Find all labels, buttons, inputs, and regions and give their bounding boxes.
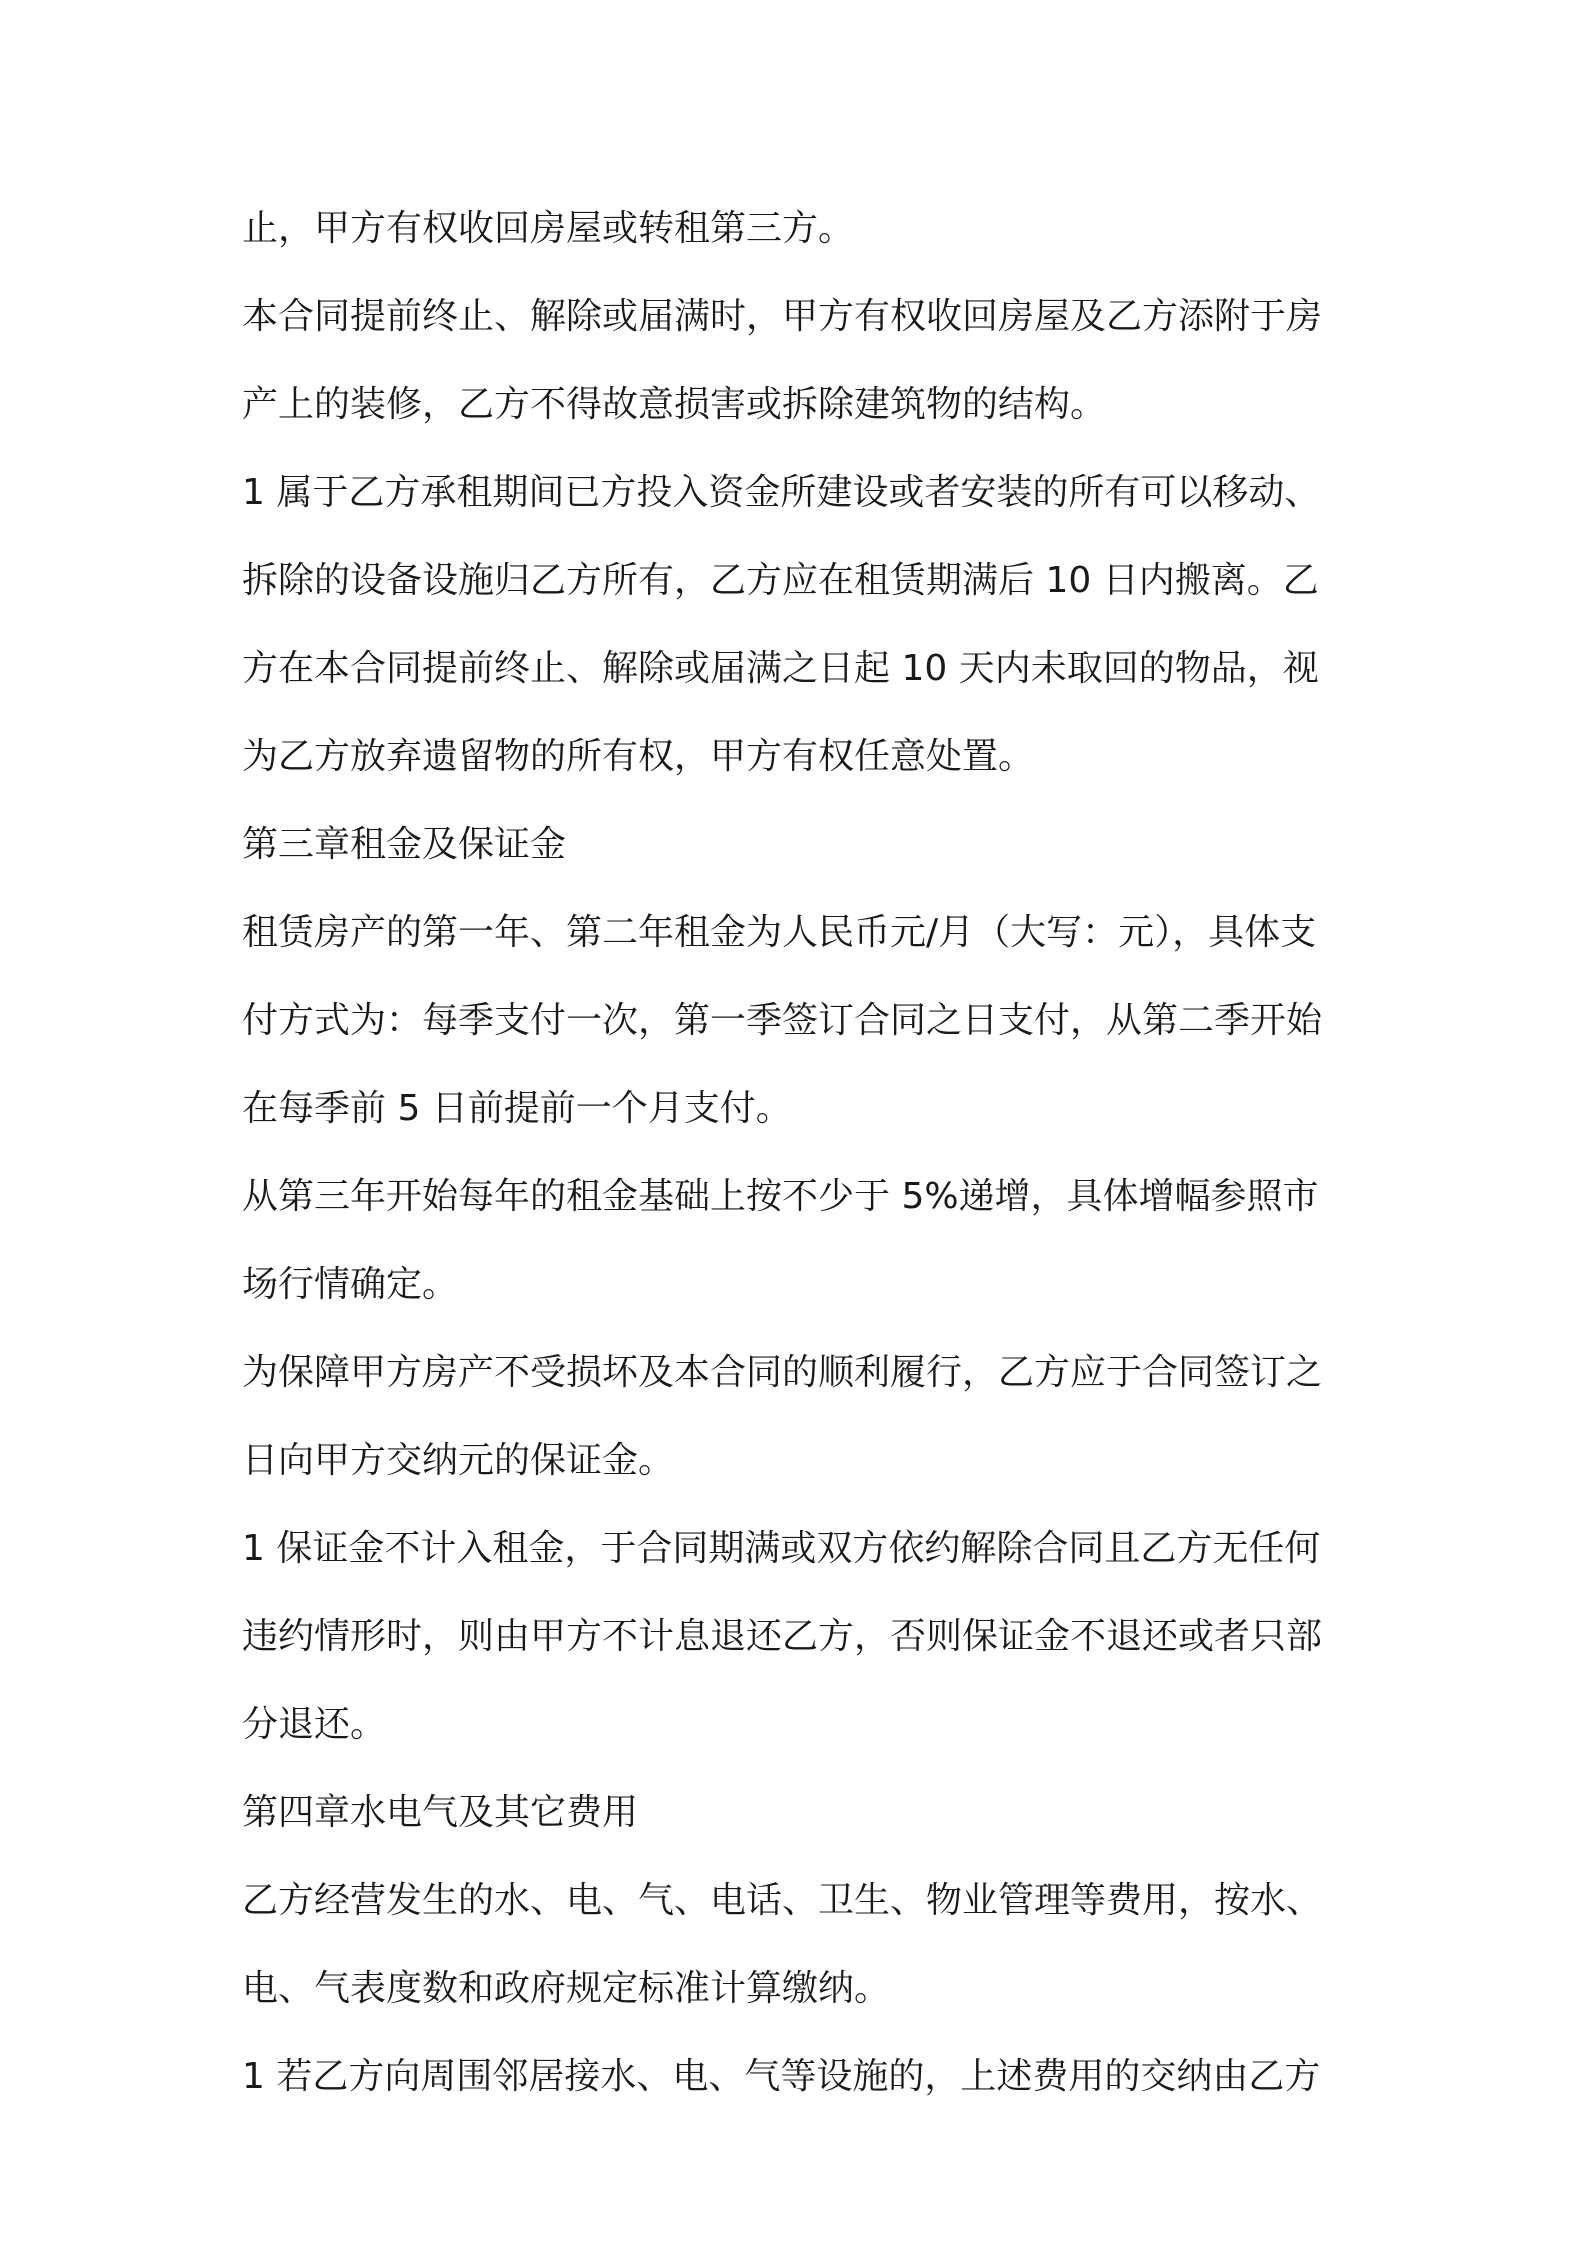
text-line: 1 保证金不计入租金，于合同期满或双方依约解除合同且乙方无任何 — [242, 1528, 1321, 1569]
text-line: 租赁房产的第一年、第二年租金为人民币元/月（大写：元），具体支 — [242, 912, 1317, 953]
text-line: 场行情确定。 — [242, 1264, 459, 1305]
text-line: 为乙方放弃遗留物的所有权，甲方有权任意处置。 — [242, 736, 1035, 777]
text-line: 方在本合同提前终止、解除或届满之日起 10 天内未取回的物品，视 — [242, 648, 1319, 689]
chapter-heading: 第四章水电气及其它费用 — [242, 1792, 639, 1833]
text-line: 分退还。 — [242, 1704, 387, 1745]
text-line: 产上的装修，乙方不得故意损害或拆除建筑物的结构。 — [242, 384, 1107, 425]
text-line: 1 属于乙方承租期间已方投入资金所建设或者安装的所有可以移动、 — [242, 472, 1321, 513]
text-line: 日向甲方交纳元的保证金。 — [242, 1440, 675, 1481]
text-line: 止，甲方有权收回房屋或转租第三方。 — [242, 208, 855, 249]
text-line: 付方式为：每季支付一次，第一季签订合同之日支付，从第二季开始 — [242, 1000, 1323, 1041]
chapter-heading: 第三章租金及保证金 — [242, 824, 567, 865]
text-line: 从第三年开始每年的租金基础上按不少于 5%递增，具体增幅参照市 — [242, 1176, 1319, 1217]
document-body — [242, 200, 1362, 2136]
text-line: 本合同提前终止、解除或届满时，甲方有权收回房屋及乙方添附于房 — [242, 296, 1323, 337]
text-line: 违约情形时，则由甲方不计息退还乙方，否则保证金不退还或者只部 — [242, 1616, 1323, 1657]
text-line: 在每季前 5 日前提前一个月支付。 — [242, 1088, 792, 1129]
text-line: 为保障甲方房产不受损坏及本合同的顺利履行，乙方应于合同签订之 — [242, 1352, 1323, 1393]
text-line: 拆除的设备设施归乙方所有，乙方应在租赁期满后 10 日内搬离。乙 — [242, 560, 1319, 601]
text-line: 乙方经营发生的水、电、气、电话、卫生、物业管理等费用，按水、 — [242, 1880, 1323, 1921]
text-line: 1 若乙方向周围邻居接水、电、气等设施的，上述费用的交纳由乙方 — [242, 2056, 1321, 2097]
text-line: 电、气表度数和政府规定标准计算缴纳。 — [242, 1968, 891, 2009]
